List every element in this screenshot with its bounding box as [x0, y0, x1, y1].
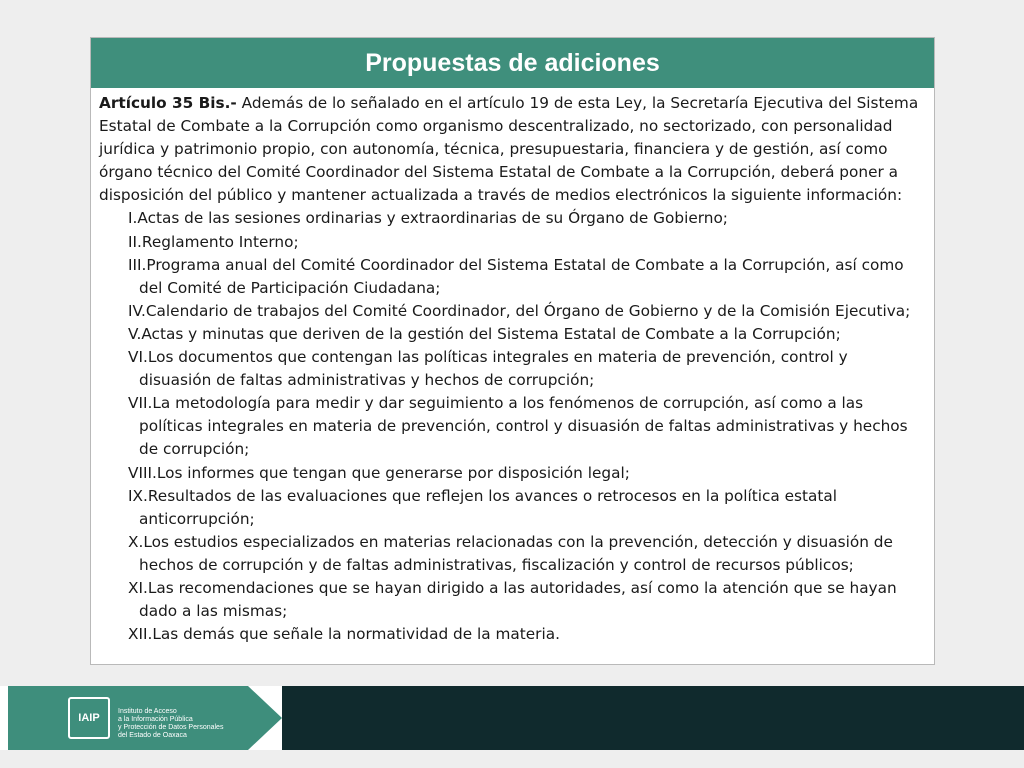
content-box [90, 37, 935, 665]
article-intro [99, 92, 924, 207]
org-line: Instituto de Acceso [118, 708, 177, 715]
article-intro-text: Además de lo señalado en el artículo 19 de esta Ley, la Secretaría Ejecutiva del Sistema Estatal de Combate a la Corrupción como organismo descentralizado, no sectorizado, con personalidad jurídica y patrimonio propio, con autonomía, técnica, presupuestaria, financiera y de gestión, así como órgano técnico del Comité Coordinador del Sistema Estatal de Combate a la Corrupción, deberá poner a disposición del público y mantener actualizada a través de medios electrónicos la siguiente información: [99, 94, 919, 205]
list-item: XI.Las recomendaciones que se hayan dirigido a las autoridades, así como la atención que se hayan dado a las mismas; [128, 578, 897, 621]
org-line: del Estado de Oaxaca [118, 732, 187, 739]
list-item: IV.Calendario de trabajos del Comité Coordinador, del Órgano de Gobierno y de la Comisión Ejecutiva; [128, 301, 911, 320]
logo-label: IAIP [78, 712, 100, 724]
article-text [91, 89, 934, 646]
article-label: Artículo 35 Bis.- [99, 94, 237, 112]
iaip-logo-icon [68, 697, 110, 739]
list-item: I.Actas de las sesiones ordinarias y extraordinarias de su Órgano de Gobierno; [128, 209, 728, 228]
org-line: y Protección de Datos Personales [118, 724, 224, 731]
list-item: X.Los estudios especializados en materias relacionadas con la prevención, detección y disuasión de hechos de corrupción y de faltas administrativas, fiscalización y control de recursos públicos; [128, 532, 893, 574]
organization-name [118, 708, 268, 740]
information-list [99, 207, 924, 646]
list-item: II.Reglamento Interno; [128, 232, 299, 251]
list-item: VIII.Los informes que tengan que generarse por disposición legal; [128, 463, 630, 482]
list-item: XII.Las demás que señale la normatividad de la materia. [128, 625, 560, 644]
org-line: a la Información Pública [118, 716, 193, 723]
slide-title: Propuestas de adiciones [91, 38, 934, 89]
list-item: IX.Resultados de las evaluaciones que reflejen los avances o retrocesos en la política estatal anticorrupción; [128, 486, 838, 528]
list-item: VI.Los documentos que contengan las políticas integrales en materia de prevención, control y disuasión de faltas administrativas y hechos de corrupción; [128, 348, 848, 390]
list-item: VII.La metodología para medir y dar seguimiento a los fenómenos de corrupción, así como a las políticas integrales en materia de prevención, control y disuasión de faltas administrativas y hechos de corrupción; [128, 394, 908, 459]
list-item: III.Programa anual del Comité Coordinador del Sistema Estatal de Combate a la Corrupción, así como del Comité de Participación Ciudadana; [128, 255, 904, 297]
list-item: V.Actas y minutas que deriven de la gestión del Sistema Estatal de Combate a la Corrupción; [128, 324, 841, 343]
